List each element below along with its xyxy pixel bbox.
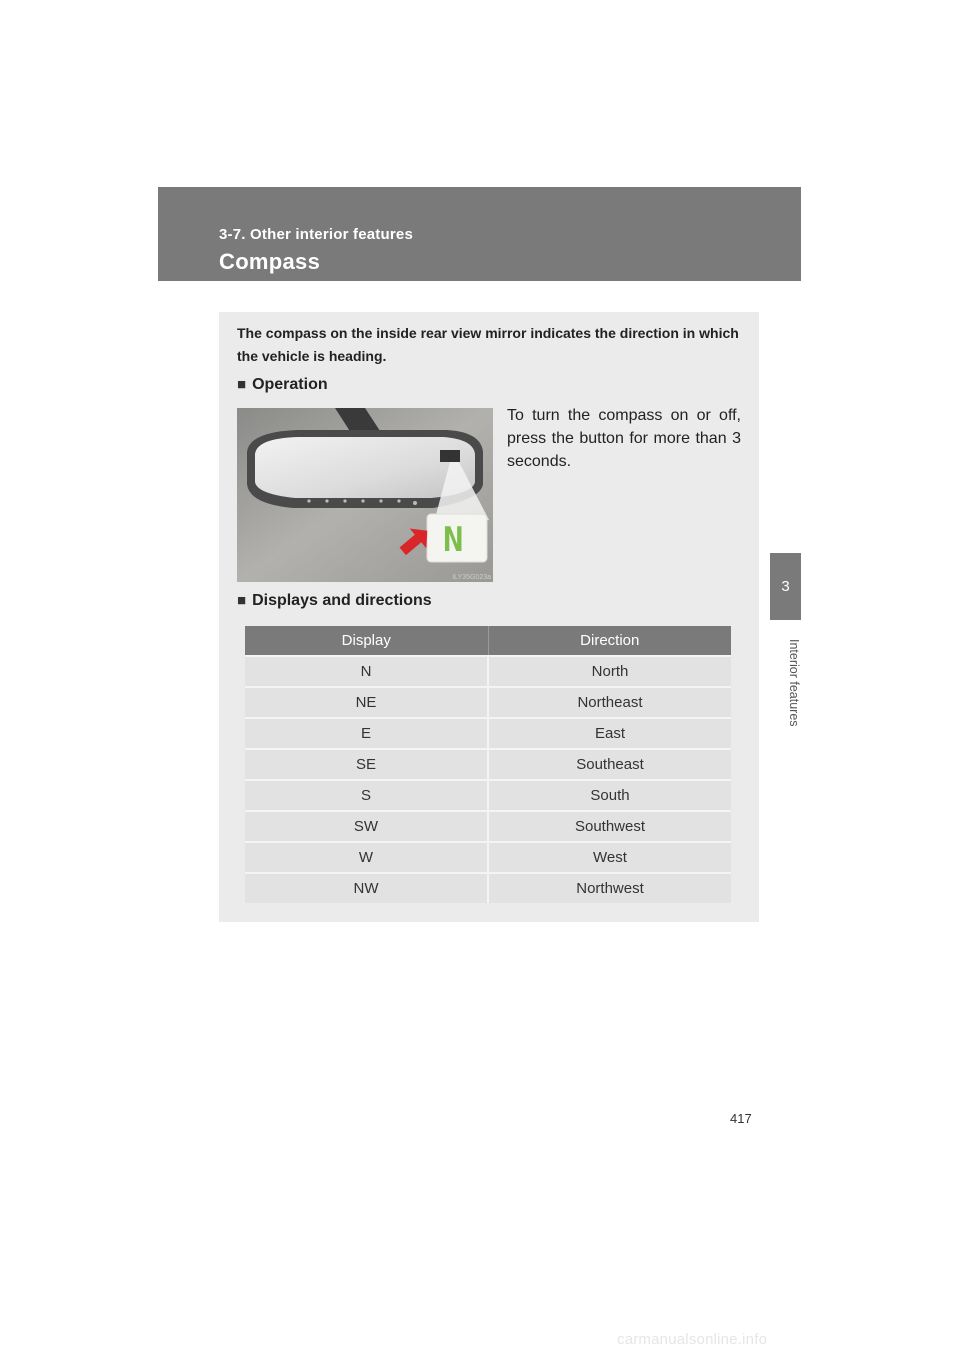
column-header-direction: Direction xyxy=(488,626,731,656)
intro-text: The compass on the inside rear view mirror indicates the direction in which the vehicle is heading. xyxy=(237,325,739,364)
section-label: 3-7. Other interior features xyxy=(219,226,413,243)
display-cell: S xyxy=(245,780,488,811)
watermark[interactable]: carmanualsonline.info xyxy=(617,1331,768,1348)
page-title: Compass xyxy=(219,249,321,274)
operation-text: To turn the compass on or off, press the button for more than 3 seconds. xyxy=(507,407,741,470)
column-header-display: Display xyxy=(245,626,488,656)
display-cell: E xyxy=(245,718,488,749)
direction-cell: Southwest xyxy=(488,811,731,842)
direction-cell: Northeast xyxy=(488,687,731,718)
table-row xyxy=(245,749,731,780)
direction-cell: North xyxy=(488,656,731,687)
compass-display-letter: N xyxy=(443,520,464,560)
direction-cell: Southeast xyxy=(488,749,731,780)
display-cell: SE xyxy=(245,749,488,780)
operation-heading: ■ Operation xyxy=(237,376,328,393)
bullet-square-icon: ■ xyxy=(237,376,247,393)
directions-table xyxy=(245,626,731,903)
table-row xyxy=(245,873,731,903)
direction-cell: West xyxy=(488,842,731,873)
display-cell: SW xyxy=(245,811,488,842)
chapter-label: Interior features xyxy=(787,639,801,727)
display-cell: NE xyxy=(245,687,488,718)
figure-code: ILY35G023a xyxy=(452,574,491,581)
bullet-square-icon: ■ xyxy=(237,592,247,609)
display-cell: NW xyxy=(245,873,488,903)
table-row xyxy=(245,687,731,718)
direction-cell: South xyxy=(488,780,731,811)
table-header-row xyxy=(245,626,731,656)
table-row xyxy=(245,780,731,811)
chapter-number: 3 xyxy=(781,578,790,595)
direction-cell: East xyxy=(488,718,731,749)
page-number: 417 xyxy=(730,1111,752,1126)
table-row xyxy=(245,811,731,842)
mirror-illustration xyxy=(237,408,493,582)
display-cell: W xyxy=(245,842,488,873)
displays-heading: ■ Displays and directions xyxy=(237,592,432,609)
direction-cell: Northwest xyxy=(488,873,731,903)
table-row xyxy=(245,656,731,687)
chapter-tab[interactable] xyxy=(770,553,801,620)
display-cell: N xyxy=(245,656,488,687)
table-row xyxy=(245,718,731,749)
table-row xyxy=(245,842,731,873)
